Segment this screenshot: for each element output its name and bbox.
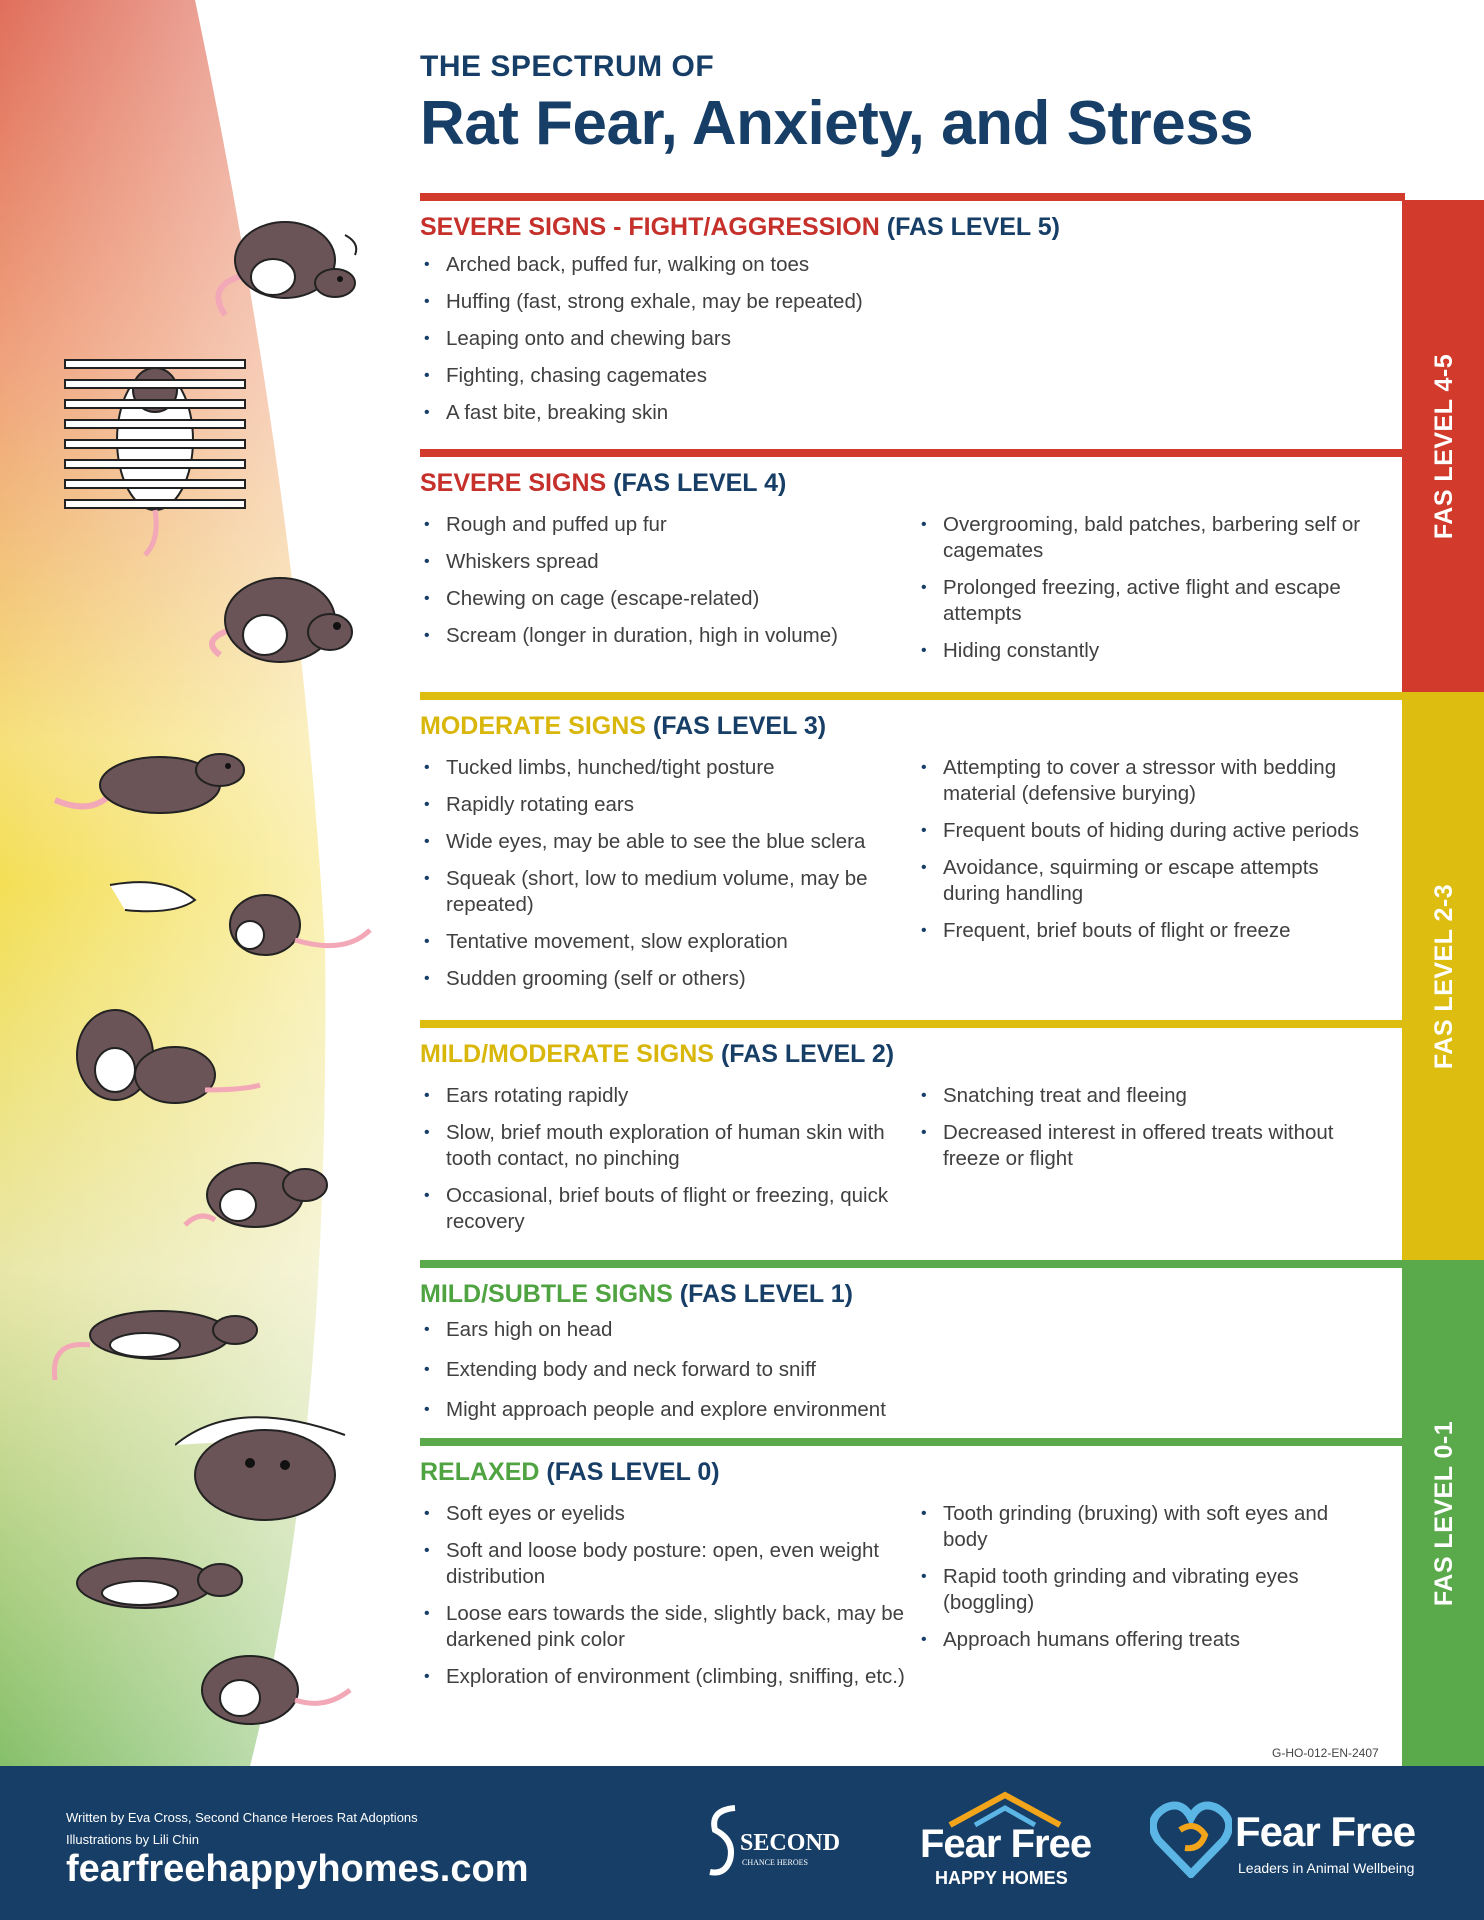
document-code: G-HO-012-EN-2407 (1272, 1746, 1379, 1760)
rat-pet-head-icon (175, 1395, 355, 1525)
signs-list (420, 1317, 1320, 1437)
logo-fear-free-happy-homes: Fear Free (920, 1822, 1092, 1866)
list-item: • Whiskers spread (420, 549, 917, 575)
list-item: • Rapid tooth grinding and vibrating eyes (boggling) (917, 1564, 1377, 1616)
logo-fear-free: Fear Free (1235, 1808, 1416, 1855)
list-item: • Approach humans offering treats (917, 1627, 1377, 1653)
level-bar-label: FAS LEVEL 2-3 (1430, 883, 1459, 1069)
list-item: • Occasional, brief bouts of flight or freezing, quick recovery (420, 1183, 917, 1235)
heart-logo-icon (1150, 1800, 1232, 1878)
logo-fear-free-tagline: Leaders in Animal Wellbeing (1238, 1860, 1415, 1876)
signs-list-left (420, 512, 917, 675)
list-item: • Leaping onto and chewing bars (420, 326, 1320, 352)
list-item: • Slow, brief mouth exploration of human skin with tooth contact, no pinching (420, 1120, 917, 1172)
section-fas-level-1 (420, 1260, 1405, 1440)
section-fas-level-3 (420, 692, 1405, 1020)
signs-list-right (917, 1083, 1377, 1246)
level-bar-low (1405, 1260, 1484, 1766)
list-item: • Tentative movement, slow exploration (420, 929, 917, 955)
rat-grooming-icon (55, 1000, 265, 1120)
list-item: • Hiding constantly (917, 638, 1377, 664)
list-item: • Squeak (short, low to medium volume, may be repeated) (420, 866, 917, 918)
list-item: • Tooth grinding (bruxing) with soft eyes and body (917, 1501, 1377, 1553)
signs-list (420, 252, 1320, 437)
list-item: • Ears rotating rapidly (420, 1083, 917, 1109)
rat-eating-icon (195, 1640, 355, 1730)
rat-lying-relaxed-icon (70, 1545, 250, 1615)
level-bar-label: FAS LEVEL 0-1 (1430, 1420, 1459, 1606)
list-item: • Arched back, puffed fur, walking on toes (420, 252, 1320, 278)
logo-second-chance-text: SECOND (740, 1830, 841, 1856)
section-label: MILD/MODERATE SIGNS (420, 1040, 714, 1068)
section-level: (FAS LEVEL 3) (652, 712, 827, 740)
rat-puffed-fur-icon (200, 560, 370, 680)
rat-cage-bars-icon (60, 350, 250, 560)
list-item: • Scream (longer in duration, high in volume) (420, 623, 917, 649)
second-chance-heroes-logo-icon (705, 1800, 745, 1880)
list-item: • Rapidly rotating ears (420, 792, 917, 818)
level-bar-mid (1405, 692, 1484, 1260)
section-level: (FAS LEVEL 0) (546, 1458, 720, 1486)
logo-second-chance-sub: CHANCE HEROES (742, 1858, 809, 1867)
list-item: • Wide eyes, may be able to see the blue sclera (420, 829, 917, 855)
list-item: • Prolonged freezing, active flight and escape attempts (917, 575, 1377, 627)
section-label: SEVERE SIGNS - FIGHT/AGGRESSION (420, 213, 880, 241)
logo-happy-homes-sub: HAPPY HOMES (935, 1868, 1068, 1888)
list-item: • Extending body and neck forward to sniff (420, 1357, 1320, 1383)
rat-arched-back-icon (205, 205, 375, 325)
rat-walking-icon (50, 1280, 260, 1390)
signs-list-right (917, 1501, 1377, 1701)
section-fas-level-0 (420, 1438, 1405, 1766)
level-bar-high (1405, 200, 1484, 692)
section-label: MILD/SUBTLE SIGNS (420, 1280, 673, 1308)
section-level: (FAS LEVEL 4) (613, 469, 787, 497)
list-item: • A fast bite, breaking skin (420, 400, 1320, 426)
list-item: • Fighting, chasing cagemates (420, 363, 1320, 389)
list-item: • Avoidance, squirming or escape attempts during handling (917, 855, 1377, 907)
page-title: Rat Fear, Anxiety, and Stress (420, 89, 1254, 158)
section-title (420, 1280, 1402, 1309)
section-fas-level-5 (420, 193, 1405, 451)
signs-list-left (420, 1083, 917, 1246)
list-item: • Frequent, brief bouts of flight or freeze (917, 918, 1377, 944)
section-title (420, 1458, 1402, 1487)
list-item: • Frequent bouts of hiding during active periods (917, 818, 1377, 844)
list-item: • Loose ears towards the side, slightly back, may be darkened pink color (420, 1601, 917, 1653)
list-item: • Decreased interest in offered treats without freeze or flight (917, 1120, 1377, 1172)
list-item: • Snatching treat and fleeing (917, 1083, 1377, 1109)
section-title (420, 712, 1402, 741)
section-title (420, 213, 1402, 242)
website-link[interactable]: fearfreehappyhomes.com (66, 1848, 529, 1890)
list-item: • Huffing (fast, strong exhale, may be repeated) (420, 289, 1320, 315)
section-level: (FAS LEVEL 5) (886, 213, 1060, 241)
signs-list-left (420, 1501, 917, 1701)
section-label: RELAXED (420, 1458, 540, 1486)
signs-list-right (917, 755, 1377, 1003)
list-item: • Soft and loose body posture: open, even weight distribution (420, 1538, 917, 1590)
rat-hand-approach-icon (105, 870, 375, 970)
section-label: SEVERE SIGNS (420, 469, 607, 497)
signs-list-left (420, 755, 917, 1003)
list-item: • Ears high on head (420, 1317, 1320, 1343)
rat-sniffing-icon (180, 1140, 350, 1240)
rat-hunched-icon (50, 730, 270, 830)
list-item: • Soft eyes or eyelids (420, 1501, 917, 1527)
author-credit: Written by Eva Cross, Second Chance Heroes Rat Adoptions (66, 1810, 418, 1825)
list-item: • Overgrooming, bald patches, barbering self or cagemates (917, 512, 1377, 564)
list-item: • Tucked limbs, hunched/tight posture (420, 755, 917, 781)
list-item: • Attempting to cover a stressor with bedding material (defensive burying) (917, 755, 1377, 807)
list-item: • Exploration of environment (climbing, sniffing, etc.) (420, 1664, 917, 1690)
level-bar-label: FAS LEVEL 4-5 (1430, 353, 1459, 539)
section-label: MODERATE SIGNS (420, 712, 646, 740)
section-fas-level-2 (420, 1020, 1405, 1260)
list-item: • Sudden grooming (self or others) (420, 966, 917, 992)
section-title (420, 469, 1402, 498)
list-item: • Might approach people and explore environment (420, 1397, 1320, 1423)
list-item: • Rough and puffed up fur (420, 512, 917, 538)
section-fas-level-4 (420, 449, 1405, 692)
illustrator-credit: Illustrations by Lili Chin (66, 1832, 199, 1847)
list-item: • Chewing on cage (escape-related) (420, 586, 917, 612)
section-title (420, 1040, 1402, 1069)
title-small: THE SPECTRUM OF (420, 50, 715, 83)
section-level: (FAS LEVEL 2) (720, 1040, 895, 1068)
signs-list-right (917, 512, 1377, 675)
section-level: (FAS LEVEL 1) (679, 1280, 853, 1308)
